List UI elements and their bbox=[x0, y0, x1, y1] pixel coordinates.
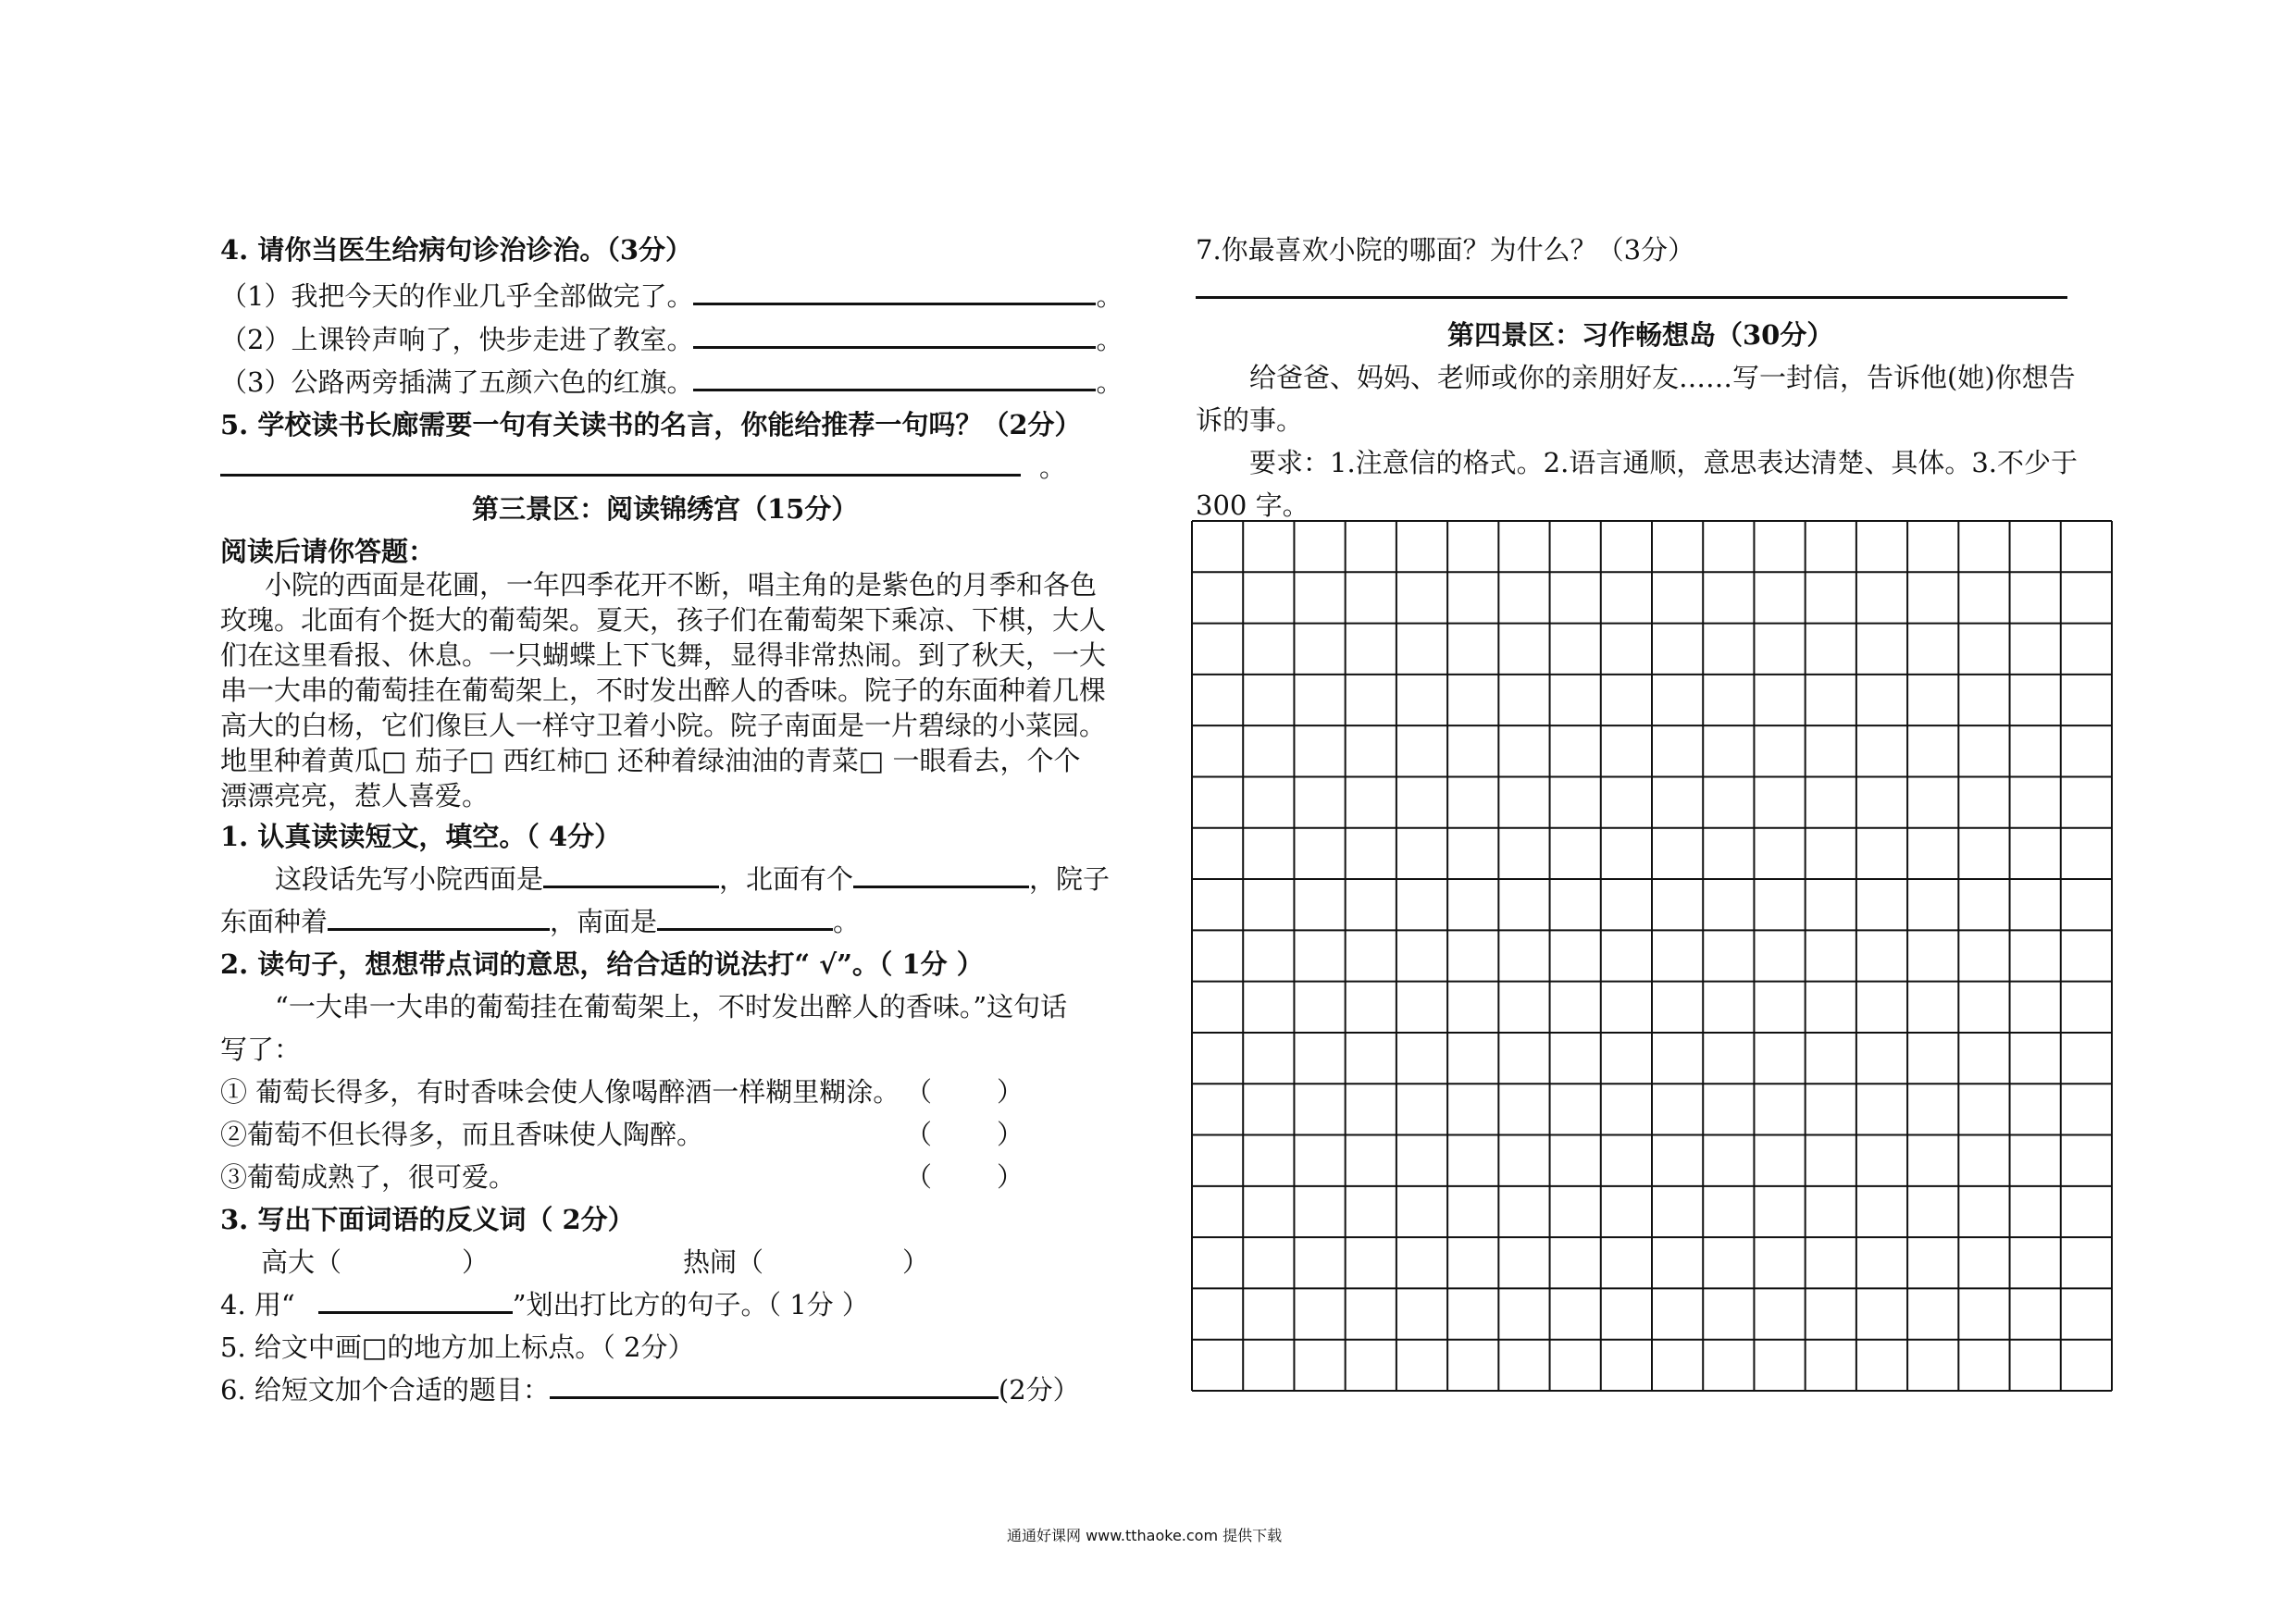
rq1-text-f: 。 bbox=[833, 906, 861, 937]
rq3-word-1[interactable]: 高大（ ） bbox=[261, 1246, 490, 1278]
rq1-blank-north[interactable] bbox=[853, 863, 1029, 888]
q4-item-3-text: （3）公路两旁插满了五颜六色的红旗。 bbox=[220, 366, 694, 398]
rq2-option-2: ②葡萄不但长得多，而且香味使人陶醉。 bbox=[220, 1119, 704, 1150]
q4-item-1 bbox=[220, 276, 1123, 314]
q5-answer bbox=[220, 447, 1066, 485]
rq6-title-blank[interactable] bbox=[550, 1374, 999, 1399]
q4-answer-line-1[interactable] bbox=[693, 280, 1096, 305]
rq6 bbox=[220, 1369, 1080, 1407]
q4-answer-line-3[interactable] bbox=[693, 366, 1096, 391]
passage-line: 串一大串的葡萄挂在葡萄架上，不时发出醉人的香味。院子的东面种着几棵 bbox=[220, 675, 1107, 706]
rq1-text-a: 这段话先写小院西面是 bbox=[275, 863, 544, 895]
rq2-paren-2[interactable]: （ ） bbox=[905, 1119, 1024, 1150]
rq1-line-2 bbox=[220, 901, 860, 939]
q7-answer-line[interactable] bbox=[1196, 296, 2067, 299]
passage-line: 高大的白杨，它们像巨人一样守卫着小院。院子南面是一片碧绿的小菜园。 bbox=[220, 710, 1107, 741]
section3-title: 第三景区：阅读锦绣宫（15分） bbox=[472, 493, 859, 525]
q4-item-1-end: 。 bbox=[1096, 280, 1123, 312]
passage-line: 小院的西面是花圃，一年四季花开不断，唱主角的是紫色的月季和各色 bbox=[265, 569, 1098, 601]
rq2-quote-cont: 写了： bbox=[220, 1034, 302, 1065]
passage-line: 漂漂亮亮，惹人喜爱。 bbox=[220, 780, 490, 812]
rq4-text-b: ”划出打比方的句子。（ 1分 ） bbox=[512, 1289, 869, 1320]
rq1-title: 1. 认真读读短文，填空。（ 4分） bbox=[220, 821, 622, 852]
passage-line: 玫瑰。北面有个挺大的葡萄架。夏天，孩子们在葡萄架下乘凉、下棋，大人 bbox=[220, 604, 1107, 636]
passage-line: 地里种着黄瓜□ 茄子□ 西红柿□ 还种着绿油油的青菜□ 一眼看去，个个 bbox=[220, 745, 1081, 776]
reading-intro: 阅读后请你答题： bbox=[220, 536, 436, 567]
rq1-text-d: 东面种着 bbox=[220, 906, 329, 937]
rq5: 5. 给文中画□的地方加上标点。（ 2分） bbox=[220, 1332, 695, 1363]
q5-answer-line[interactable] bbox=[220, 452, 1021, 477]
rq2-quote: “一大串一大串的葡萄挂在葡萄架上，不时发出醉人的香味。”这句话 bbox=[275, 991, 1068, 1022]
passage-line: 们在这里看报、休息。一只蝴蝶上下飞舞，显得非常热闹。到了秋天，一大 bbox=[220, 639, 1107, 671]
rq6-text: 6. 给短文加个合适的题目： bbox=[220, 1374, 550, 1406]
rq1-text-c: ，院子 bbox=[1029, 863, 1111, 895]
rq1-text-b: ，北面有个 bbox=[719, 863, 854, 895]
rq1-line-1 bbox=[275, 859, 1110, 897]
rq1-blank-south[interactable] bbox=[657, 906, 833, 931]
section4-title: 第四景区：习作畅想岛（30分） bbox=[1447, 319, 1834, 351]
q4-item-2-end: 。 bbox=[1096, 324, 1123, 355]
q4-title: 4. 请你当医生给病句诊治诊治。（3分） bbox=[220, 234, 693, 266]
q5-end: 。 bbox=[1039, 452, 1067, 483]
rq2-option-3: ③葡萄成熟了，很可爱。 bbox=[220, 1161, 516, 1193]
rq2-paren-1[interactable]: （ ） bbox=[905, 1076, 1024, 1108]
q4-item-3 bbox=[220, 362, 1123, 400]
rq3-title: 3. 写出下面词语的反义词（ 2分） bbox=[220, 1204, 635, 1235]
rq2-option-1: ① 葡萄长得多，有时香味会使人像喝醉酒一样糊里糊涂。 bbox=[220, 1076, 900, 1108]
rq4 bbox=[220, 1284, 869, 1322]
rq4-underline-sample bbox=[318, 1289, 513, 1314]
essay-prompt-1: 给爸爸、妈妈、老师或你的亲朋好友……写一封信，告诉他(她)你想告 bbox=[1249, 362, 2076, 393]
q7-title: 7.你最喜欢小院的哪面？为什么？（3分） bbox=[1196, 234, 1695, 266]
writing-grid[interactable] bbox=[1191, 520, 2113, 1392]
q4-answer-line-2[interactable] bbox=[693, 324, 1096, 349]
rq4-text-a: 4. 用“ bbox=[220, 1289, 295, 1320]
rq2-title: 2. 读句子，想想带点词的意思，给合适的说法打“ √”。（ 1分 ） bbox=[220, 948, 984, 980]
rq6-score: (2分） bbox=[998, 1374, 1080, 1406]
q5-title: 5. 学校读书长廊需要一句有关读书的名言，你能给推荐一句吗？（2分） bbox=[220, 409, 1082, 440]
rq1-blank-east[interactable] bbox=[328, 906, 550, 931]
q4-item-2 bbox=[220, 319, 1123, 357]
footer-credit: 通通好课网 www.tthaoke.com 提供下载 bbox=[1007, 1527, 1283, 1544]
rq1-text-e: ，南面是 bbox=[550, 906, 658, 937]
rq2-paren-3[interactable]: （ ） bbox=[905, 1161, 1024, 1193]
rq1-blank-west[interactable] bbox=[543, 863, 719, 888]
essay-requirement-1: 要求：1.注意信的格式。2.语言通顺，意思表达清楚、具体。3.不少于 bbox=[1249, 447, 2079, 478]
q4-item-3-end: 。 bbox=[1096, 366, 1123, 398]
q4-item-2-text: （2）上课铃声响了，快步走进了教室。 bbox=[220, 324, 694, 355]
essay-requirement-2: 300 字。 bbox=[1196, 489, 1309, 521]
essay-prompt-2: 诉的事。 bbox=[1196, 404, 1304, 436]
q4-item-1-text: （1）我把今天的作业几乎全部做完了。 bbox=[220, 280, 694, 312]
rq3-word-2[interactable]: 热闹（ ） bbox=[683, 1246, 930, 1278]
